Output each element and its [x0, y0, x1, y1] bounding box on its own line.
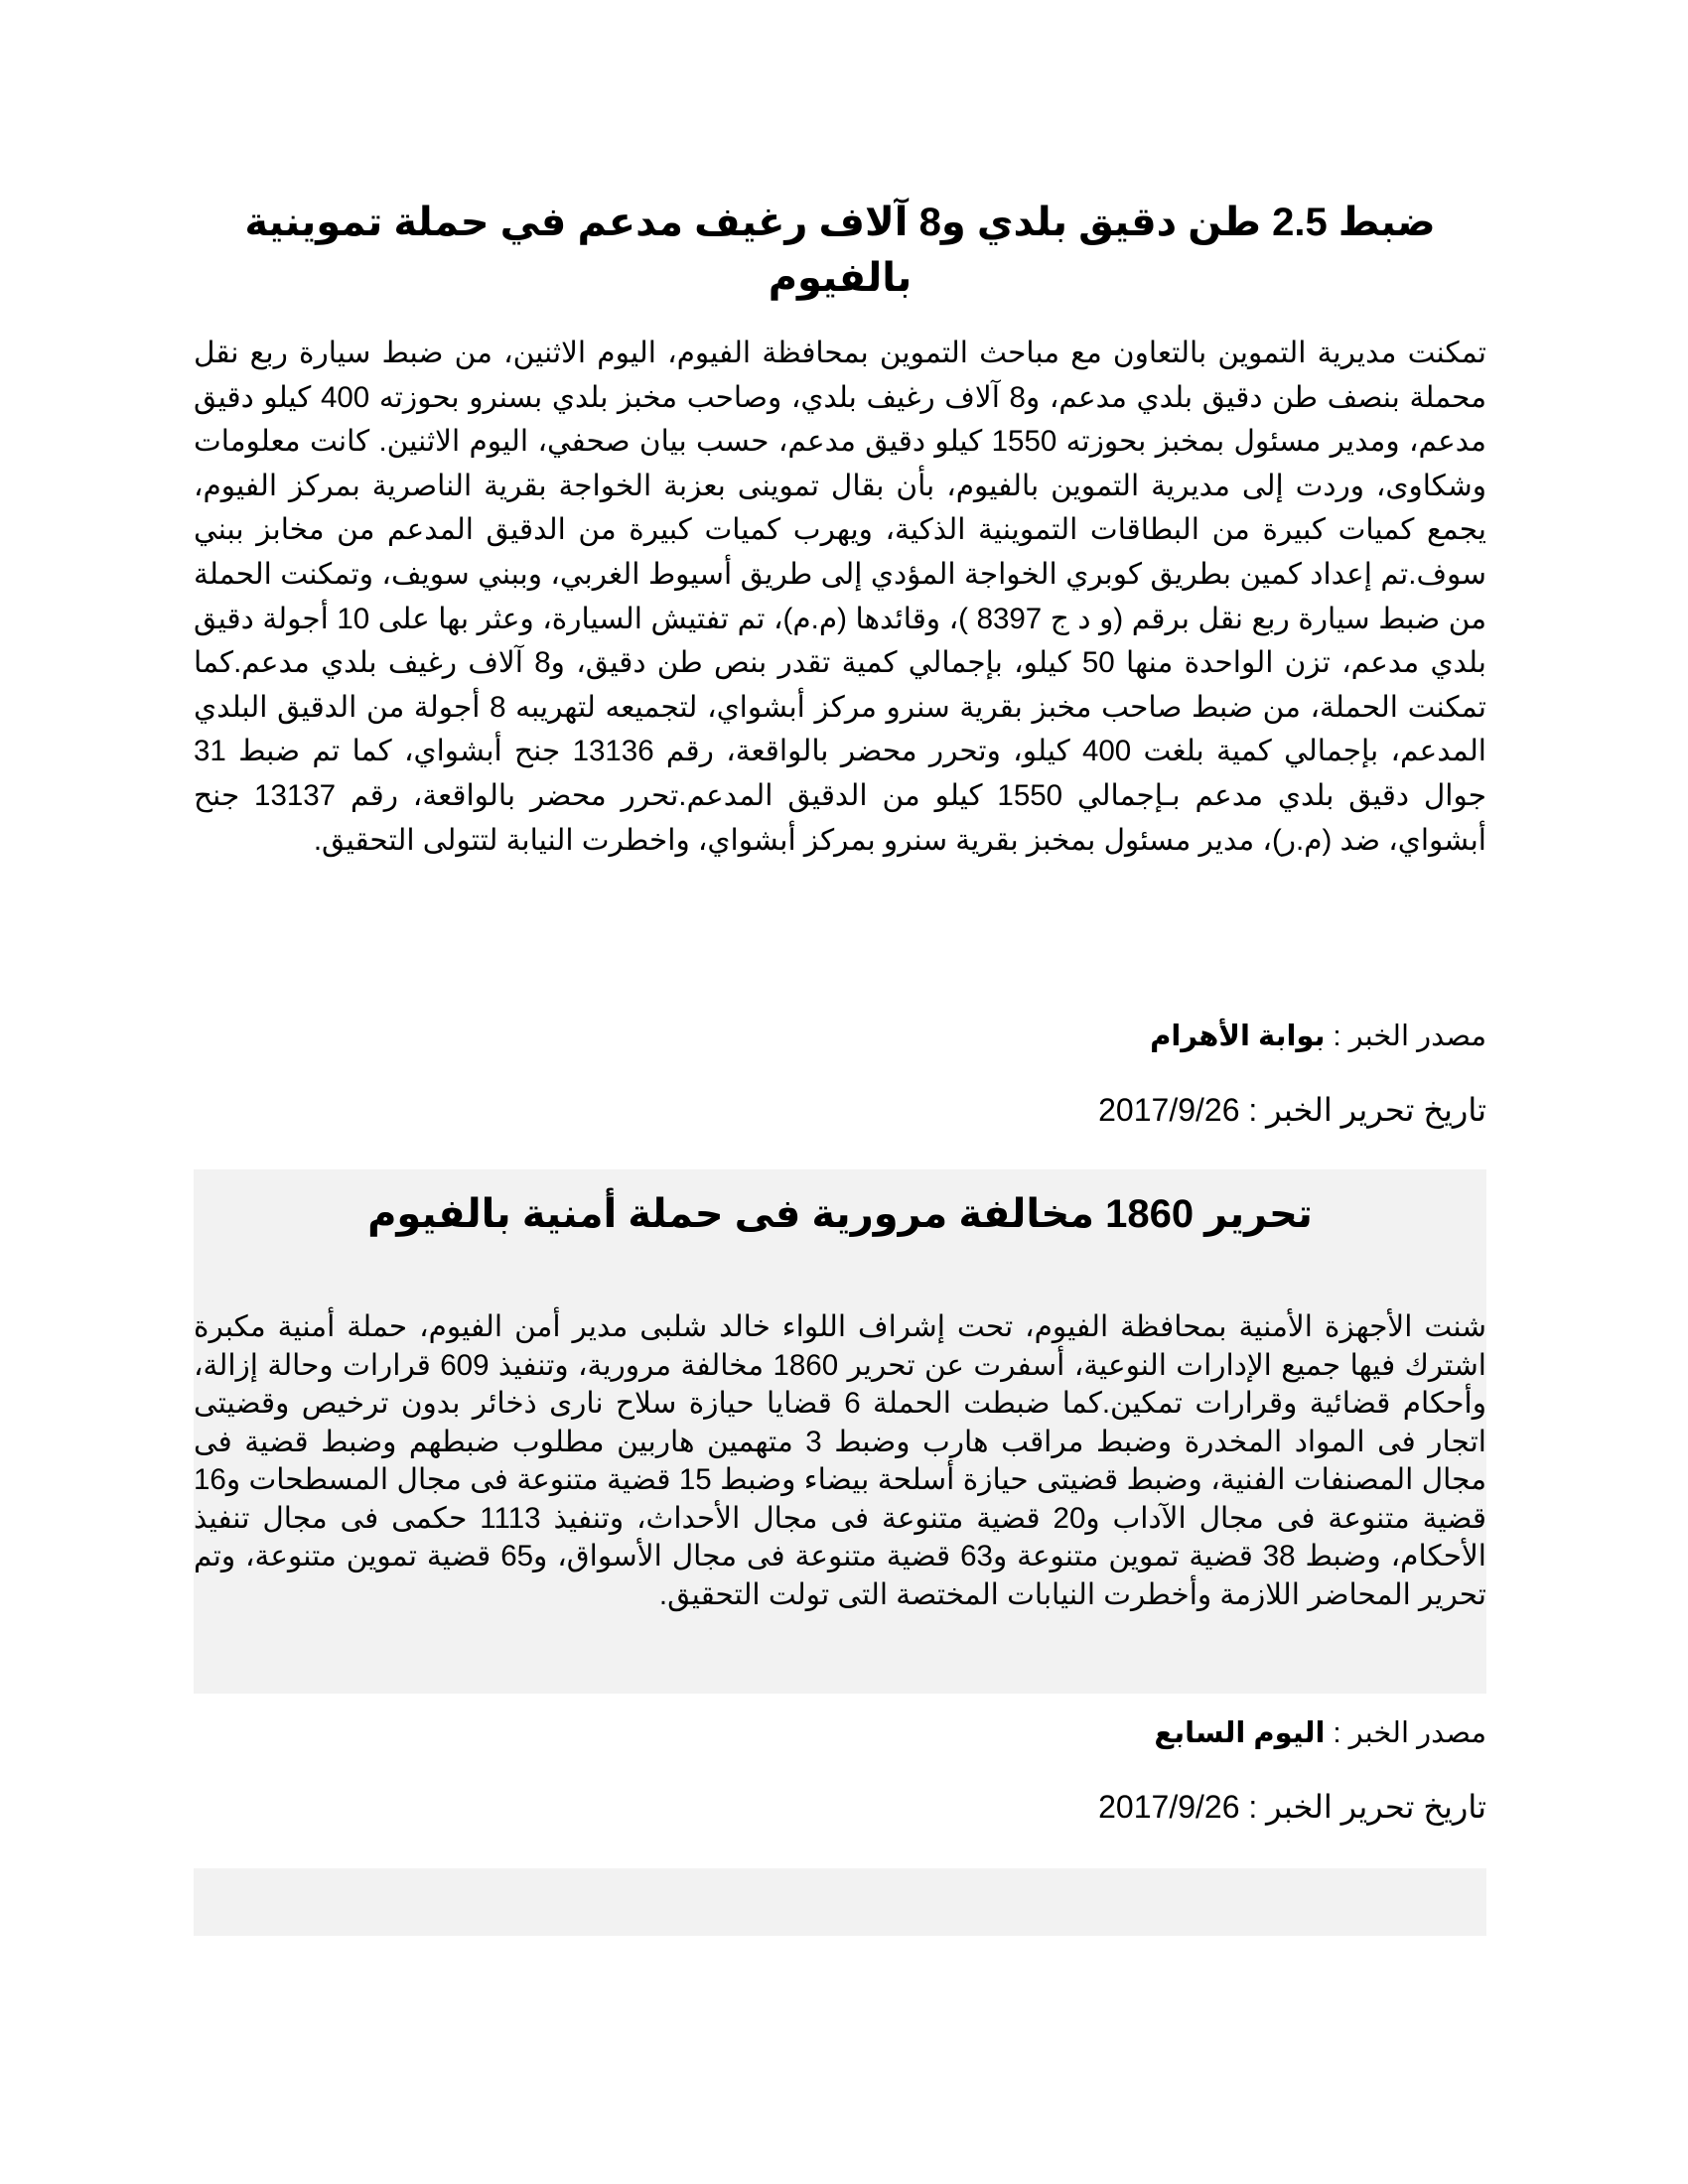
article2-date: [194, 1787, 1486, 1827]
article1-body: تمكنت مديرية التموين بالتعاون مع مباحث التموين بمحافظة الفيوم، اليوم الاثنين، من ضبط سيارة ربع نقل محملة بنصف طن دقيق بلدي مدعم، و8 آلاف رغيف بلدي، وصاحب مخبز بلدي بسنرو بحوزته 400 كيلو دقيق مدعم، ومدير مسئول بمخبز بحوزته 1550 كيلو دقيق مدعم، حسب بيان صحفي، اليوم الاثنين. كانت معلومات وشكاوى، وردت إلى مديرية التموين بالفيوم، بأن بقال تموينى بعزبة الخواجة بقرية الناصرية بمركز الفيوم، يجمع كميات كبيرة من البطاقات التموينية الذكية، ويهرب كميات كبيرة من الدقيق المدعم من مخابز ببني سوف.تم إعداد كمين بطريق كوبري الخواجة المؤدي إلى طريق أسيوط الغربي، وببني سويف، وتمكنت الحملة من ضبط سيارة ربع نقل برقم (و د ج 8397 )، وقائدها (م.م)، تم تفتيش السيارة، وعثر بها على 10 أجولة دقيق بلدي مدعم، تزن الواحدة منها 50 كيلو، بإجمالي كمية تقدر بنص طن دقيق، و8 آلاف رغيف بلدي مدعم.كما تمكنت الحملة، من ضبط صاحب مخبز بقرية سنرو مركز أبشواي، لتجميعه لتهريبه 8 أجولة من الدقيق البلدي المدعم، بإجمالي كمية بلغت 400 كيلو، وتحرر محضر بالواقعة، رقم 13136 جنح أبشواي، كما تم ضبط 31 جوال دقيق بلدي مدعم بـإجمالي 1550 كيلو من الدقيق المدعم.تحرر محضر بالواقعة، رقم 13137 جنح أبشواي، ضد (م.ر)، مدير مسئول بمخبز بقرية سنرو بمركز أبشواي، واخطرت النيابة لتتولى التحقيق.: [194, 337, 1487, 857]
article2-source: [194, 1713, 1486, 1753]
article2-date-value: 2017/9/26: [1098, 1789, 1240, 1825]
article1-title: ضبط 2.5 طن دقيق بلدي و8 آلاف رغيف مدعم في حملة تموينية بالفيوم: [244, 201, 1436, 300]
article1-source-value: بوابة الأهرام: [1150, 1021, 1326, 1052]
article1-date-value: 2017/9/26: [1098, 1092, 1240, 1128]
article2-date-label: تاريخ تحرير الخبر :: [1239, 1789, 1486, 1825]
article2-source-label: مصدر الخبر :: [1325, 1717, 1486, 1749]
article1-source-label: مصدر الخبر :: [1325, 1021, 1486, 1052]
article1-date-label: تاريخ تحرير الخبر :: [1239, 1092, 1486, 1128]
article2-source-value: اليوم السابع: [1154, 1717, 1326, 1749]
article1-source: [194, 1017, 1486, 1056]
article1-date: [194, 1090, 1486, 1130]
article2-body: شنت الأجهزة الأمنية بمحافظة الفيوم، تحت إشراف اللواء خالد شلبى مدير أمن الفيوم، حملة أمنية مكبرة اشترك فيها جميع الإدارات النوعية، أسفرت عن تحرير 1860 مخالفة مرورية، وتنفيذ 609 قرارات وحالة إزالة، وأحكام قضائية وقرارات تمكين.كما ضبطت الحملة 6 قضايا حيازة سلاح نارى ذخائر بدون ترخيص وقضيتى اتجار فى المواد المخدرة وضبط مراقب هارب وضبط 3 متهمين هاربين مطلوب ضبطهم وضبط قضية فى مجال المصنفات الفنية، وضبط قضيتى حيازة أسلحة بيضاء وضبط 15 قضية متنوعة فى مجال المسطحات و16 قضية متنوعة فى مجال الآداب و20 قضية متنوعة فى مجال الأحداث، وتنفيذ 1113 حكمى فى مجال تنفيذ الأحكام، وضبط 38 قضية تموين متنوعة و63 قضية متنوعة فى مجال الأسواق، و65 قضية تموين متنوعة، وتم تحرير المحاضر اللازمة وأخطرت النيابات المختصة التى تولت التحقيق.: [194, 1310, 1486, 1611]
article2-title: تحرير 1860 مخالفة مرورية فى حملة أمنية بالفيوم: [367, 1192, 1313, 1236]
empty-bottom-band: [194, 1868, 1486, 1936]
